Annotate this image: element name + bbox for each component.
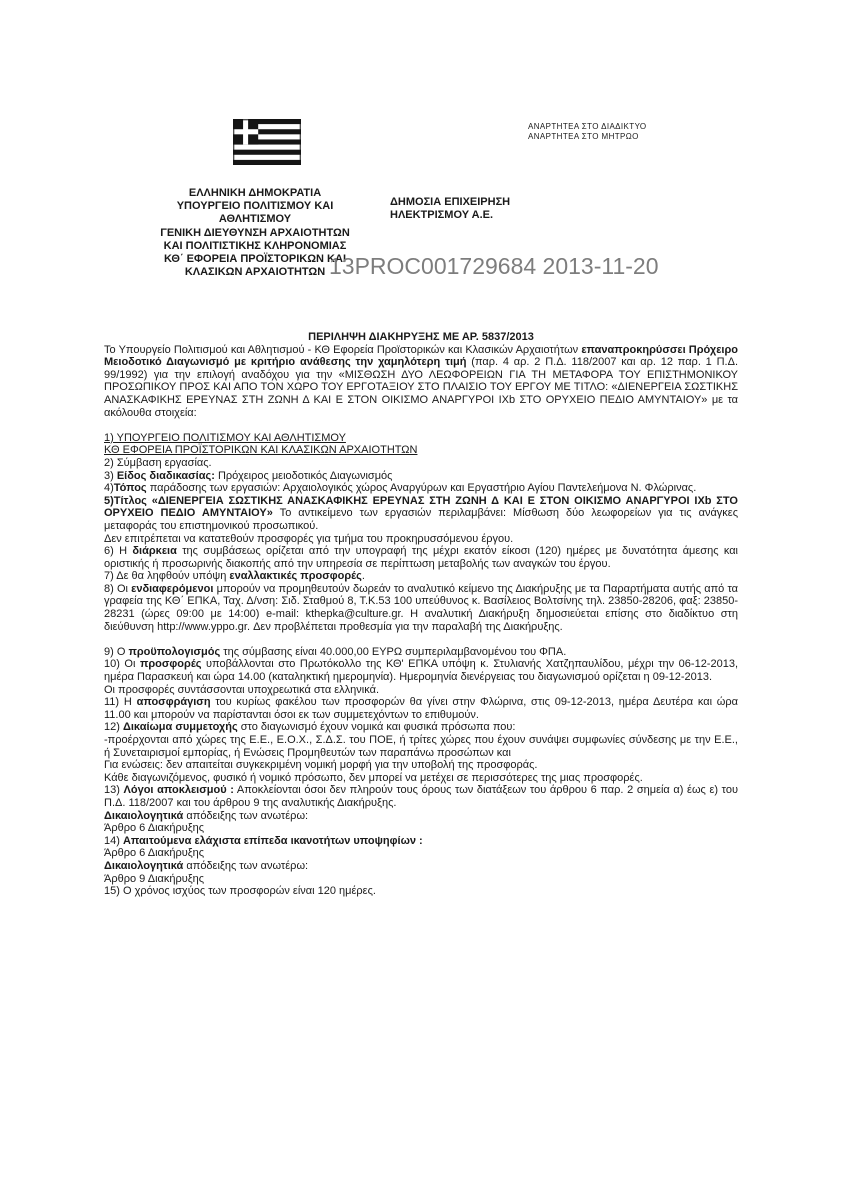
text-segment: . (361, 570, 365, 583)
paragraph (104, 772, 738, 785)
text-segment: -προέρχονται από χώρες της Ε.Ε., Ε.Ο.Χ., Σ.Δ.Σ. του ΠΟΕ, ή τρίτες χώρες που έχουν συνάψει συμφωνίες σύνδεσης με την Ε.Ε., ή Συνεταιρισμοί εμπορίας, ή Ενώσεις Προμηθευτών των παραπάνω προσώπων και (104, 734, 738, 759)
text-segment: 1) ΥΠΟΥΡΓΕΙΟ ΠΟΛΙΤΙΣΜΟΥ ΚΑΙ ΑΘΛΗΤΙΣΜΟΥ (104, 431, 346, 444)
text-segment: Τόπος (113, 482, 147, 495)
text-segment: (παρ. 4 αρ. 2 Π.Δ. 118/2007 και αρ. 12 παρ. 1 Π.Δ. 99/1992) για την επιλογή αναδόχου για την «ΜΙΣΘΩΣΗ ΔΥΟ ΛΕΩΦΟΡΕΙΩΝ ΓΙΑ ΤΗ ΜΕΤΑΦΟΡΑ ΤΟΥ ΕΠΙΣΤΗΜΟΝΙΚΟΥ ΠΡΟΣΩΠΙΚΟΥ ΠΡΟΣ ΚΑΙ ΑΠΟ ΤΟΝ ΧΩΡΟ ΤΟΥ ΕΡΓΟΤΑΞΙΟΥ ΣΤΟ ΠΛΑΙΣΙΟ ΤΟΥ ΕΡΓΟΥ ΜΕ ΤΙΤΛΟ: «ΔΙΕΝΕΡΓΕΙΑ ΣΩΣΤΙΚΗΣ ΑΝΑΣΚΑΦΙΚΗΣ ΕΡΕΥΝΑΣ ΣΤΗ ΖΩΝΗ Δ ΚΑΙ Ε ΣΤΟΝ ΟΙΚΙΣΜΟ ΑΝΑΡΓΥΡΟΙ ΙΧb ΣΤΟ ΟΡΥΧΕΙΟ ΠΕΔΙΟ ΑΜΥΝΤΑΙΟΥ» με τα ακόλουθα στοιχεία: (104, 356, 739, 419)
text-segment: 2) Σύμβαση εργασίας. (104, 456, 212, 469)
text-segment: Άρθρο 6 Διακήρυξης (104, 822, 205, 835)
text-segment: Αποκλείονται όσοι δεν πληρούν τους όρους των διατάξεων του άρθρου 6 παρ. 2 σημεία α) έως ε) του Π.Δ. 118/2007 και του άρθρου 9 της αναλυτικής Διακήρυξης. (104, 784, 738, 809)
paragraph (104, 885, 738, 898)
paragraph (104, 444, 738, 457)
text-segment: 3) (104, 469, 117, 482)
text-segment: Δικαίωμα συμμετοχής (122, 721, 238, 734)
paragraph (104, 470, 738, 483)
text-segment: Άρθρο 9 Διακήρυξης (104, 872, 205, 885)
text-segment: 8) Οι (104, 582, 132, 595)
paragraph (104, 822, 738, 835)
text-segment: αποσφράγιση (136, 696, 211, 709)
text-segment: 12) (104, 721, 123, 734)
paragraph (104, 495, 738, 533)
text-segment: ΚΘ ΕΦΟΡΕΙΑ ΠΡΟΪΣΤΟΡΙΚΩΝ ΚΑΙ ΚΛΑΣΙΚΩΝ ΑΡΧΑΙΟΤΗΤΩΝ (104, 444, 418, 457)
text-segment: ενδιαφερόμενοι (131, 582, 214, 595)
text-segment: Απαιτούμενα ελάχιστα επίπεδα ικανοτήτων υποψηφίων : (122, 834, 423, 847)
text-segment: 6) Η (104, 545, 133, 558)
text-segment: του κυρίως φακέλου των προσφορών θα γίνει στην Φλώρινα, στις 09-12-2013, ημέρα Δευτέρα και ώρα 11.00 και μπορούν να παρίστανται όσοι εκ των συμμετεχόντων το επιθυμούν. (104, 696, 738, 721)
text-segment: 7) Δε θα ληφθούν υπόψη (104, 570, 230, 583)
paragraph (104, 873, 738, 886)
paragraph (104, 810, 738, 823)
text-segment: απόδειξης των ανωτέρω: (183, 809, 309, 822)
text-segment: διάρκεια (132, 545, 177, 558)
text-segment: στο διαγωνισμό έχουν νομικά και φυσικά πρόσωπα που: (237, 721, 516, 734)
paragraph (104, 533, 738, 546)
text-segment: επαναπροκηρύσσει Πρόχειρο Μειοδοτικό Διαγωνισμό με κριτήριο ανάθεσης την χαμηλότερη τιμή (104, 343, 738, 369)
text-line: ΑΝΑΡΤΗΤΕΑ ΣΤΟ ΔΙΑΔΙΚΤΥΟ (528, 122, 647, 131)
paragraph (104, 759, 738, 772)
text-line: ΚΛΑΣΙΚΩΝ ΑΡΧΑΙΟΤΗΤΩΝ (184, 266, 326, 279)
text-segment: Δεν επιτρέπεται να κατατεθούν προσφορές για τμήμα του προκηρυσσόμενου έργου. (104, 532, 514, 545)
text-segment: 14) (104, 834, 123, 847)
text-segment: μπορούν να προμηθευτούν δωρεάν το αναλυτικό κείμενο της Διακήρυξης με τα Παραρτήματα αυτής από τα γραφεία της ΚΘ΄ ΕΠΚΑ, Ταχ. Δ/νση: Σιδ. Σταθμού 8, Τ.Κ.53 100 υπεύθυνος κ. Βασίλειος Βολτσίνης τηλ. 23850-28206, φαξ: 23850- 28231 (ώρες 09:00 με 14:00) e-mail: kthepka@culture.gr. Η αναλυτική Διακήρυξη δημοσιεύεται επίσης στο διαδίκτυο στη διεύθυνση http://www.yppo.gr. Δεν προβλέπεται προθεσμία για την παραλαβή της Διακήρυξης. (104, 582, 738, 633)
company-block (390, 196, 510, 222)
text-segment: Λόγοι αποκλεισμού : (123, 784, 234, 797)
text-segment: Είδος διαδικασίας: (116, 469, 215, 482)
text-line: ΥΠΟΥΡΓΕΙΟ ΠΟΛΙΤΙΣΜΟΥ ΚΑΙ (176, 200, 334, 213)
text-line: ΚΘ΄ ΕΦΟΡΕΙΑ ΠΡΟΪΣΤΟΡΙΚΩΝ ΚΑΙ (163, 253, 347, 266)
text-segment: της σύμβασης είναι 40.000,00 ΕΥΡΩ συμπεριλαμβανομένου του ΦΠΑ. (220, 645, 567, 658)
paragraph (104, 344, 738, 420)
text-segment: της συμβάσεως ορίζεται από την υπογραφή της μέχρι εκατόν είκοσι (120) ημέρες με δυνατότητα άμεσης και οριστικής ή προσωρινής διακοπής από την υπηρεσία σε περίπτωση μεταβολής των αναγκών του έργου. (104, 545, 738, 570)
text-segment: 10) Οι (104, 658, 140, 671)
text-segment: 5)Τίτλος «ΔΙΕΝΕΡΓΕΙΑ ΣΩΣΤΙΚΗΣ ΑΝΑΣΚΑΦΙΚΗΣ ΕΡΕΥΝΑΣ ΣΤΗ ΖΩΝΗ Δ ΚΑΙ Ε ΣΤΟΝ ΟΙΚΙΣΜΟ ΑΝΑΡΓΥΡΟΙ ΙΧb ΣΤΟ ΟΡΥΧΕΙΟ ΠΕΔΙΟ ΑΜΥΝΤΑΙΟΥ» (104, 494, 738, 520)
text-segment: Για ενώσεις: δεν απαιτείται συγκεκριμένη νομική μορφή για την υποβολή της προσφοράς. (104, 759, 538, 772)
paragraph (104, 457, 738, 470)
registration-number-stamp: 13PROC001729684 2013-11-20 (329, 253, 659, 279)
text-line: ΑΘΛΗΤΙΣΜΟΥ (218, 213, 292, 226)
text-segment: Δικαιολογητικά (104, 809, 184, 822)
paragraph (104, 860, 738, 873)
text-segment: 9) Ο (104, 645, 129, 658)
greek-flag-icon (233, 119, 301, 165)
paragraph (104, 734, 738, 759)
text-line: ΕΛΛΗΝΙΚΗ ΔΗΜΟΚΡΑΤΙΑ (188, 187, 322, 199)
paragraph (104, 847, 738, 860)
paragraph (104, 784, 738, 809)
paragraph (104, 721, 738, 734)
text-segment: Άρθρο 6 Διακήρυξης (104, 847, 205, 860)
document-content (104, 331, 738, 898)
text-line: ΗΛΕΚΤΡΙΣΜΟΥ Α.Ε. (390, 209, 494, 222)
paragraph (104, 583, 738, 633)
paragraph (104, 658, 738, 683)
text-segment: προσφορές (139, 658, 202, 671)
text-line: ΓΕΝΙΚΗ ΔΙΕΥΘΥΝΣΗ ΑΡΧΑΙΟΤΗΤΩΝ (160, 226, 350, 239)
text-segment: προϋπολογισμός (128, 645, 221, 658)
paragraph (104, 696, 738, 721)
text-line: ΑΝΑΡΤΗΤΕΑ ΣΤΟ ΜΗΤΡΩΟ (528, 132, 639, 141)
top-right-stamp (528, 122, 646, 142)
text-segment: παράδοσης των εργασιών: Αρχαιολογικός χώρος Αναργύρων και Εργαστήριο Αγίου Παντελεήμονα Ν. Φλώρινας. (146, 482, 697, 495)
text-line: ΔΗΜΟΣΙΑ ΕΠΙΧΕΙΡΗΣΗ (390, 196, 511, 208)
text-segment: Το αντικείμενο των εργασιών περιλαμβάνει: Μίσθωση δύο λεωφορείων για τις ανάγκες μεταφοράς του επιστημονικού προσωπικού. (104, 507, 739, 532)
paragraph (104, 646, 738, 659)
text-segment: Το Υπουργείο Πολιτισμού και Αθλητισμού - ΚΘ Εφορεία Προϊστορικών και Κλασικών Αρχαιοτήτων (104, 343, 582, 356)
paragraph (104, 570, 738, 583)
text-line: ΚΑΙ ΠΟΛΙΤΙΣΤΙΚΗΣ ΚΛΗΡΟΝΟΜΙΑΣ (163, 239, 347, 252)
paragraph (104, 684, 738, 697)
paragraph (104, 545, 738, 570)
document-title: ΠΕΡΙΛΗΨΗ ΔΙΑΚΗΡΥΞΗΣ ΜΕ ΑΡ. 5837/2013 (308, 331, 534, 343)
paragraph (104, 432, 738, 445)
text-segment: εναλλακτικές προσφορές (229, 570, 362, 583)
text-segment: 11) Η (104, 696, 137, 709)
paragraph (104, 835, 738, 848)
text-segment: απόδειξης των ανωτέρω: (183, 859, 309, 872)
paragraph (104, 482, 738, 495)
document-body (104, 344, 738, 898)
text-segment: Δικαιολογητικά (104, 859, 184, 872)
text-segment: 15) Ο χρόνος ισχύος των προσφορών είναι 120 ημέρες. (104, 885, 376, 898)
text-segment: Πρόχειρος μειοδοτικός Διαγωνισμός (214, 469, 393, 482)
text-segment: υποβάλλονται στο Πρωτόκολλο της ΚΘ' ΕΠΚΑ υπόψη κ. Στυλιανής Χατζηπαυλίδου, μέχρι την 06-12-2013, ημέρα Παρασκευή και ώρα 14.00 (καταληκτική ημερομηνία). Ημερομηνία διενέργειας του διαγωνισμού ορίζεται η 09-12-2013. (104, 658, 738, 684)
text-segment: 13) (104, 784, 124, 797)
text-segment: Οι προσφορές συντάσσονται υποχρεωτικά στα ελληνικά. (104, 683, 380, 696)
text-segment: Κάθε διαγωνιζόμενος, φυσικό ή νομικό πρόσωπο, δεν μπορεί να μετέχει σε περισσότερες της μιας προσφορές. (104, 771, 643, 784)
text-segment: 4) (104, 482, 114, 495)
